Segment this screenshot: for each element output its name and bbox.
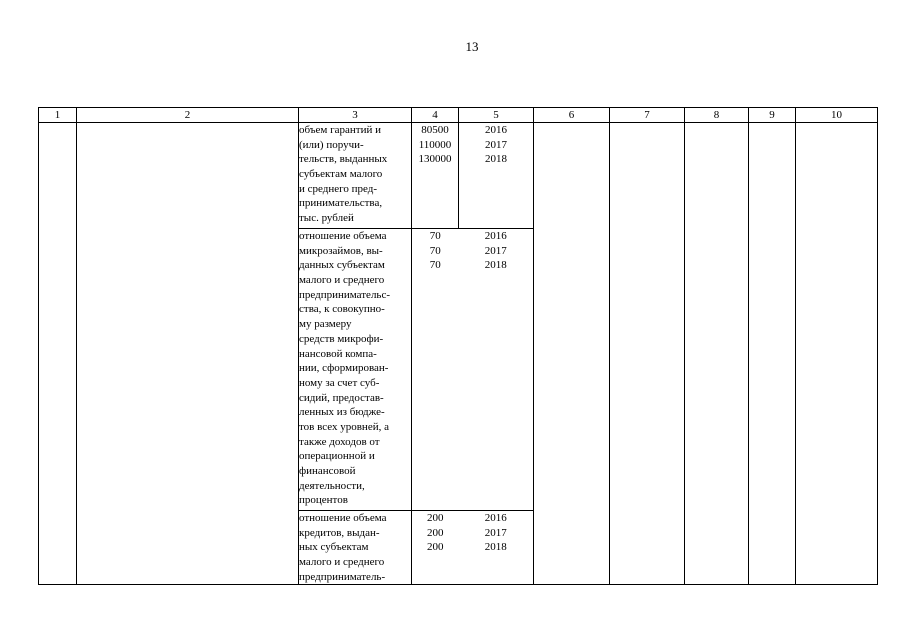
year-text: 2016 [484, 230, 507, 242]
year-text: 2017 [484, 526, 507, 539]
indicator-text-line: ных субъектам [299, 541, 369, 554]
year-text: 2016 [484, 512, 507, 524]
indicators-table [38, 107, 878, 585]
indicator-text-line: финансовой [299, 465, 356, 477]
indicator-text-line: ному за счет суб- [299, 376, 380, 389]
indicator-text-line: нансовой компа- [299, 347, 377, 360]
empty-cell-col-7 [610, 123, 685, 585]
empty-cell-col-1 [39, 123, 77, 585]
year-text: 2018 [484, 259, 507, 272]
indicator-text-line: средств микрофи- [299, 332, 384, 345]
indicator-cell [299, 123, 412, 229]
year-cell [459, 229, 534, 511]
indicator-text-line: му размеру [299, 318, 352, 331]
header-col-4: 4 [412, 108, 459, 123]
header-col-6: 6 [534, 108, 610, 123]
indicator-text-line: сидий, предостав- [299, 391, 384, 404]
indicator-text-line: ленных из бюдже- [299, 406, 385, 419]
indicator-cell [299, 511, 412, 585]
empty-cell-col-8 [685, 123, 749, 585]
value-cell [412, 123, 459, 229]
indicator-text-line: (или) поручи- [299, 138, 364, 151]
indicator-text-line: деятельности, [299, 479, 365, 492]
header-col-5: 5 [459, 108, 534, 123]
header-row [39, 108, 878, 123]
indicator-text-line: процентов [299, 494, 348, 507]
indicator-text-line: тельств, выданных [299, 153, 388, 166]
indicator-text-line: ства, к совокупно- [299, 303, 385, 316]
indicator-text-line: предпринимательс- [299, 288, 390, 301]
value-text: 110000 [418, 138, 452, 151]
value-text: 200 [427, 526, 444, 539]
value-text: 130000 [418, 153, 452, 166]
value-text: 70 [429, 244, 441, 257]
year-cell [459, 511, 534, 585]
empty-cell-col-9 [749, 123, 796, 585]
header-col-1: 1 [39, 108, 77, 123]
year-text: 2016 [485, 124, 507, 136]
indicator-text-line: микрозаймов, вы- [299, 244, 383, 257]
year-text: 2017 [485, 138, 507, 151]
value-cell [412, 229, 459, 511]
header-col-10: 10 [796, 108, 878, 123]
indicator-text-line: также доходов от [299, 435, 380, 448]
value-text: 200 [427, 541, 444, 554]
value-text: 70 [429, 230, 441, 242]
year-cell [459, 123, 534, 229]
header-col-9: 9 [749, 108, 796, 123]
indicator-text-line: малого и среднего [299, 274, 385, 287]
indicator-text-line: и среднего пред- [299, 182, 377, 195]
year-text: 2018 [485, 153, 507, 166]
indicator-text-line: тыс. рублей [299, 212, 354, 225]
header-col-3: 3 [299, 108, 412, 123]
year-text: 2018 [484, 541, 507, 554]
indicator-text-line: тов всех уровней, а [299, 420, 389, 433]
table-row [39, 123, 878, 229]
value-cell [412, 511, 459, 585]
indicator-text-line: объем гарантий и [299, 124, 381, 136]
indicator-text-line: отношение объема [299, 512, 387, 524]
value-text: 70 [429, 259, 441, 272]
header-col-2: 2 [77, 108, 299, 123]
empty-cell-col-2 [77, 123, 299, 585]
indicator-text-line: отношение объема [299, 230, 387, 242]
header-col-7: 7 [610, 108, 685, 123]
indicator-text-line: кредитов, выдан- [299, 526, 380, 539]
indicator-cell [299, 229, 412, 511]
indicator-text-line: малого и среднего [299, 556, 385, 569]
indicator-text-line: предприниматель- [299, 570, 386, 583]
indicator-text-line: принимательства, [299, 197, 383, 210]
value-text: 200 [427, 512, 444, 524]
indicator-text-line: данных субъектам [299, 259, 385, 272]
indicator-text-line: операционной и [299, 450, 375, 463]
value-text: 80500 [421, 124, 449, 136]
indicator-text-line: субъектам малого [299, 168, 383, 181]
page-number: 13 [465, 39, 479, 54]
indicator-text-line: нии, сформирован- [299, 362, 389, 375]
year-text: 2017 [484, 244, 507, 257]
empty-cell-col-10 [796, 123, 878, 585]
header-col-8: 8 [685, 108, 749, 123]
empty-cell-col-6 [534, 123, 610, 585]
